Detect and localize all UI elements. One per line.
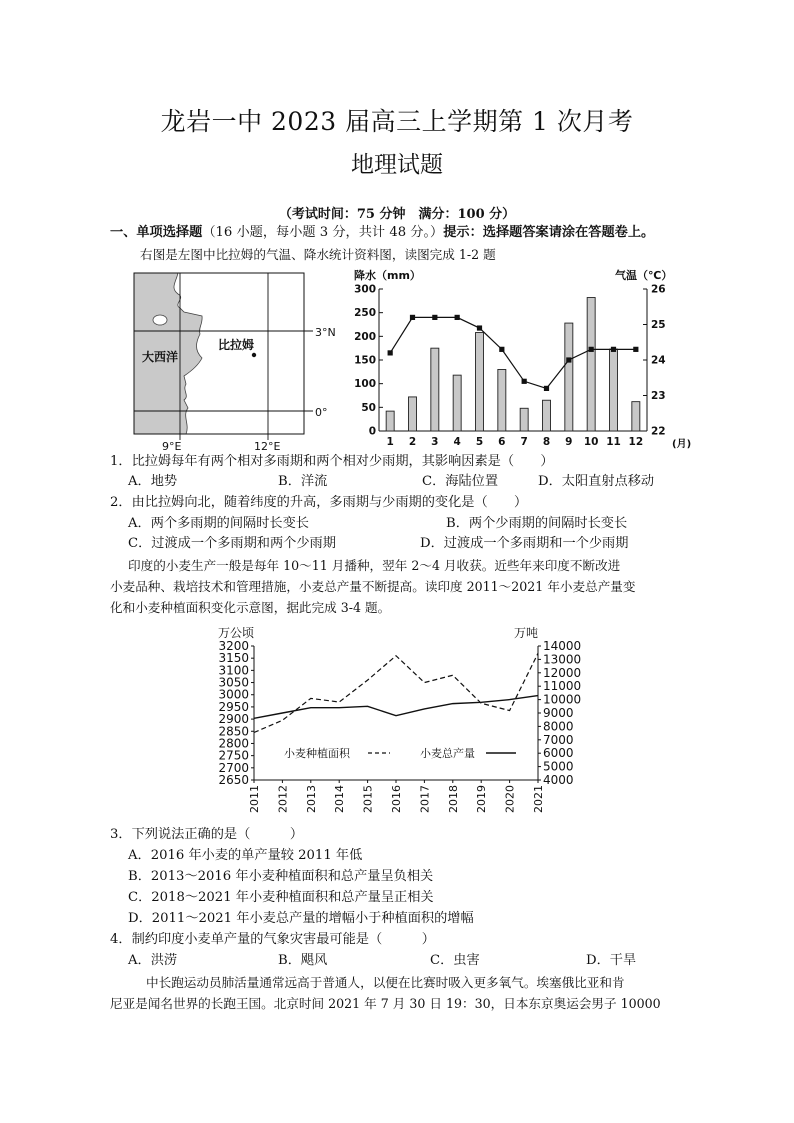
legend-output-label: 小麦总产量 (420, 747, 475, 760)
year-tick-label: 2014 (333, 785, 347, 813)
intro-3-4-line-1: 印度的小麦生产一般是每年 10～11 月播种，翌年 2～4 月收获。近些年来印度不断改进 (128, 558, 621, 573)
question-2-stem: 2．由比拉姆向北，随着纬度的升高，多雨期与少雨期的变化是（ ） (110, 495, 528, 510)
precip-tick-label: 150 (354, 354, 376, 367)
q4-option-d[interactable]: D．干旱 (586, 953, 637, 968)
year-tick-label: 2016 (390, 785, 403, 813)
precip-bar (587, 298, 595, 431)
area-line (254, 653, 538, 732)
output-tick-label: 7000 (543, 732, 574, 747)
section-heading (110, 223, 654, 243)
temp-point (633, 347, 638, 352)
temp-point (589, 347, 594, 352)
ocean-label: 大西洋 (142, 350, 179, 364)
temp-point (410, 315, 415, 320)
q1-option-c[interactable]: C．海陆位置 (422, 474, 499, 489)
temp-point (432, 315, 437, 320)
precip-bar (565, 323, 573, 431)
temp-tick-label: 22 (651, 425, 666, 438)
month-tick-label: 10 (583, 436, 599, 448)
q3-option-c[interactable]: C．2018～2021 年小麦种植面积和总产量呈正相关 (128, 890, 434, 905)
year-tick-label: 2012 (276, 785, 290, 813)
area-tick-label: 2800 (218, 736, 249, 751)
year-tick-label: 2018 (446, 785, 460, 813)
area-tick-label: 3100 (218, 663, 249, 678)
output-tick-label: 12000 (543, 665, 582, 680)
year-tick-label: 2020 (503, 785, 517, 813)
precip-bar (498, 369, 506, 431)
area-tick-label: 2700 (218, 760, 249, 775)
city-label: 比拉姆 (218, 338, 255, 352)
lon-label-9e: 9°E (162, 440, 182, 453)
month-unit: (月) (672, 439, 692, 450)
precip-tick-label: 100 (354, 378, 376, 391)
month-tick-label: 6 (498, 436, 506, 448)
temp-axis-title: 气温（℃） (615, 269, 673, 282)
year-tick-label: 2019 (475, 785, 489, 813)
area-tick-label: 2750 (218, 748, 249, 763)
precip-bar (453, 375, 461, 431)
legend-area-label: 小麦种植面积 (284, 747, 350, 760)
q2-option-d[interactable]: D．过渡成一个多雨期和一个少雨期 (420, 536, 629, 551)
intro-next-line-1: 中长跑运动员肺活量通常远高于普通人，以便在比赛时吸入更多氧气。埃塞俄比亚和肯 (146, 975, 625, 990)
output-tick-label: 11000 (543, 679, 582, 694)
question-3-stem: 3．下列说法正确的是（ ） (110, 827, 304, 842)
exam-info: （考试时间：75 分钟 满分：100 分） (278, 207, 516, 222)
q3-option-a[interactable]: A．2016 年小麦的单产量较 2011 年低 (128, 848, 363, 863)
year-tick-label: 2021 (532, 785, 545, 813)
lat-label-3n: 3°N (315, 326, 336, 339)
lat-label-0: 0° (315, 406, 328, 419)
year-tick-label: 2015 (361, 785, 375, 813)
q1-option-b[interactable]: B．洋流 (278, 474, 328, 489)
output-tick-label: 5000 (543, 759, 574, 774)
area-tick-label: 3000 (218, 687, 249, 702)
area-tick-label: 2900 (218, 712, 249, 727)
area-tick-label: 3050 (218, 675, 249, 690)
temp-line (390, 317, 636, 388)
output-tick-label: 6000 (543, 746, 574, 761)
location-map (118, 268, 358, 454)
output-tick-label: 14000 (543, 639, 582, 653)
intro-3-4-line-3: 化和小麦种植面积变化示意图，据此完成 3-4 题。 (110, 600, 391, 615)
year-tick-label: 2013 (304, 785, 318, 813)
temp-point (611, 347, 616, 352)
precip-tick-label: 250 (354, 307, 376, 320)
output-tick-label: 9000 (543, 706, 574, 720)
year-tick-label: 2017 (418, 785, 432, 813)
precip-bar (476, 333, 484, 431)
subject-title: 地理试题 (351, 152, 443, 178)
temp-point (455, 315, 460, 320)
precip-bar (632, 402, 640, 431)
wheat-chart (196, 620, 596, 820)
month-tick-label: 7 (520, 436, 528, 448)
output-tick-label: 13000 (543, 652, 582, 667)
month-tick-label: 11 (606, 436, 621, 448)
temp-tick-label: 26 (651, 283, 666, 296)
precip-bar (431, 348, 439, 431)
month-tick-label: 9 (565, 436, 573, 448)
month-tick-label: 1 (386, 436, 394, 448)
precip-tick-label: 0 (368, 425, 376, 438)
area-tick-label: 2650 (218, 773, 249, 787)
q4-option-c[interactable]: C．虫害 (430, 953, 480, 968)
city-dot (252, 353, 256, 357)
section-title: 一、单项选择题 (110, 225, 203, 240)
temp-point (544, 386, 549, 391)
question-1-stem: 1．比拉姆每年有两个相对多雨期和两个相对少雨期，其影响因素是（ ） (110, 454, 554, 469)
output-tick-label: 4000 (543, 773, 574, 787)
temp-tick-label: 23 (651, 390, 666, 402)
area-tick-label: 3150 (218, 651, 249, 666)
precip-tick-label: 50 (361, 401, 376, 414)
precip-tick-label: 200 (354, 330, 376, 343)
section-detail: （16 小题，每小题 3 分，共计 48 分。） (202, 225, 444, 240)
q3-option-d[interactable]: D．2011～2021 年小麦总产量的增幅小于种植面积的增幅 (128, 911, 474, 926)
q2-option-b[interactable]: B．两个少雨期的间隔时长变长 (446, 516, 628, 531)
precip-bar (610, 349, 618, 431)
area-tick-label: 2950 (218, 699, 249, 714)
temp-point (388, 350, 393, 355)
year-tick-label: 2011 (248, 785, 261, 813)
q2-option-a[interactable]: A．两个多雨期的间隔时长变长 (128, 516, 309, 531)
q2-option-c[interactable]: C．过渡成一个多雨期和两个少雨期 (128, 536, 336, 551)
precip-bar (386, 411, 394, 431)
island (153, 315, 167, 325)
temp-tick-label: 25 (651, 319, 666, 331)
temp-point (499, 347, 504, 352)
month-tick-label: 12 (628, 436, 644, 448)
output-axis-title: 万吨 (514, 626, 539, 640)
intro-next-line-2: 尼亚是闻名世界的长跑王国。北京时间 2021 年 7 月 30 日 19：30，日本东京奥运会男子 10000 (110, 996, 661, 1011)
temp-point (566, 357, 571, 362)
precip-bar (520, 408, 528, 431)
month-tick-label: 2 (408, 436, 417, 448)
area-axis-title: 万公顷 (218, 626, 255, 640)
temp-point (477, 325, 482, 330)
exam-title: 龙岩一中 2023 届高三上学期第 1 次月考 (160, 107, 634, 136)
lon-label-12e: 12°E (254, 440, 281, 453)
q4-option-a[interactable]: A．洪涝 (128, 953, 178, 968)
month-tick-label: 8 (542, 436, 551, 448)
precip-axis-title: 降水（mm） (354, 269, 421, 282)
q1-option-d[interactable]: D．太阳直射点移动 (538, 474, 655, 489)
q3-option-b[interactable]: B．2013～2016 年小麦种植面积和总产量呈负相关 (128, 869, 434, 884)
month-tick-label: 3 (431, 436, 439, 448)
area-tick-label: 2850 (218, 724, 249, 739)
output-tick-label: 8000 (543, 719, 574, 734)
precip-bar (409, 397, 417, 431)
temp-point (522, 379, 527, 384)
precip-bar (543, 400, 551, 431)
precip-tick-label: 300 (354, 283, 376, 296)
section-tip: 提示：选择题答案请涂在答题卷上。 (443, 225, 655, 240)
intro-3-4-line-2: 小麦品种、栽培技术和管理措施，小麦总产量不断提高。读印度 2011～2021 年小麦总产量变 (110, 579, 636, 594)
q4-option-b[interactable]: B．飓风 (278, 953, 328, 968)
intro-1-2: 右图是左图中比拉姆的气温、降水统计资料图，读图完成 1-2 题 (140, 247, 496, 262)
month-tick-label: 5 (475, 436, 484, 448)
climate-chart (350, 266, 696, 454)
month-tick-label: 4 (453, 436, 461, 448)
output-tick-label: 10000 (543, 692, 582, 707)
question-4-stem: 4．制约印度小麦单产量的气象灾害最可能是（ ） (110, 932, 435, 947)
q1-option-a[interactable]: A．地势 (128, 474, 178, 489)
area-tick-label: 3200 (218, 639, 249, 653)
temp-tick-label: 24 (651, 354, 666, 367)
